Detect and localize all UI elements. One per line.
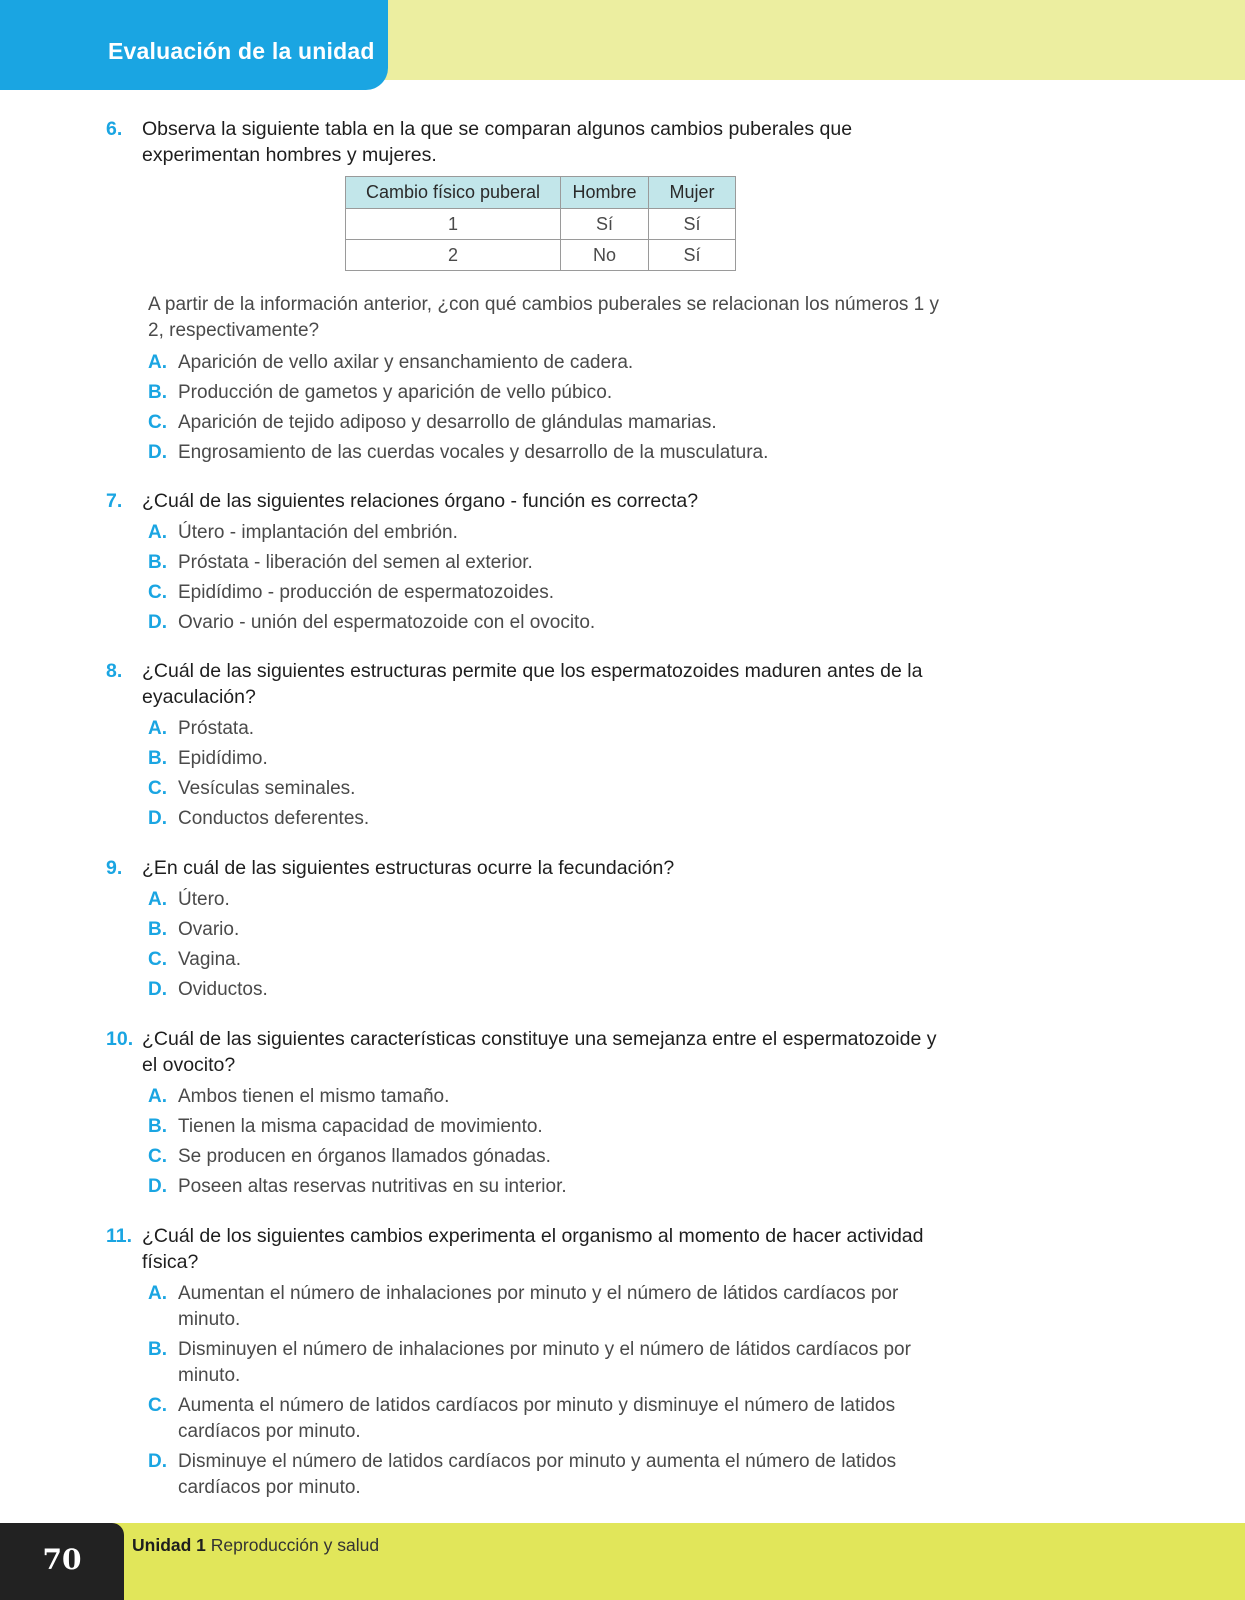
question-11	[106, 1223, 946, 1505]
option-letter: C.	[148, 949, 167, 970]
question-stem	[106, 488, 946, 514]
option-text: Producción de gametos y aparición de vello púbico.	[178, 382, 613, 403]
option-a[interactable]	[148, 520, 946, 546]
option-text: Próstata - liberación del semen al exterior.	[178, 552, 533, 573]
question-stem	[106, 1223, 946, 1275]
option-letter: A.	[148, 1086, 167, 1107]
option-c[interactable]	[148, 947, 946, 973]
option-letter: A.	[148, 889, 167, 910]
question-stem	[106, 1026, 946, 1078]
option-letter: D.	[148, 1176, 167, 1197]
question-text: ¿Cuál de las siguientes características constituye una semejanza entre el espermatozoide y el ovocito?	[142, 1028, 937, 1076]
question-6-continued	[106, 262, 946, 470]
option-text: Epidídimo - producción de espermatozoides.	[178, 582, 554, 603]
option-letter: C.	[148, 1146, 167, 1167]
question-text: ¿Cuál de las siguientes relaciones órgano - función es correcta?	[142, 490, 699, 512]
option-text: Disminuye el número de latidos cardíacos por minuto y aumenta el número de latidos cardíacos por minuto.	[178, 1451, 897, 1498]
option-d[interactable]	[148, 1449, 946, 1501]
option-letter: C.	[148, 412, 167, 433]
option-d[interactable]	[148, 977, 946, 1003]
options-list	[106, 716, 946, 832]
option-letter: B.	[148, 552, 167, 573]
question-number: 10.	[106, 1028, 134, 1050]
question-number: 9.	[106, 857, 123, 879]
question-number: 6.	[106, 118, 123, 140]
option-letter: A.	[148, 1283, 167, 1304]
option-letter: B.	[148, 382, 167, 403]
option-letter: A.	[148, 352, 167, 373]
table-cell: Sí	[649, 240, 736, 271]
table-cell: Sí	[649, 209, 736, 240]
option-text: Vagina.	[178, 949, 242, 970]
footer-unit	[132, 1535, 379, 1556]
question-text: ¿Cuál de los siguientes cambios experimenta el organismo al momento de hacer actividad física?	[142, 1225, 924, 1273]
option-text: Ovario - unión del espermatozoide con el ovocito.	[178, 612, 596, 633]
option-text: Poseen altas reservas nutritivas en su interior.	[178, 1176, 567, 1197]
option-text: Útero.	[178, 889, 230, 910]
option-letter: D.	[148, 612, 167, 633]
option-b[interactable]	[148, 1114, 946, 1140]
option-text: Aparición de vello axilar y ensanchamiento de cadera.	[178, 352, 634, 373]
option-text: Oviductos.	[178, 979, 268, 1000]
option-text: Útero - implantación del embrión.	[178, 522, 458, 543]
question-8	[106, 658, 946, 836]
option-c[interactable]	[148, 580, 946, 606]
options-list	[106, 1084, 946, 1200]
column-header: Mujer	[649, 177, 736, 209]
question-9	[106, 855, 946, 1007]
option-a[interactable]	[148, 1084, 946, 1110]
option-letter: A.	[148, 718, 167, 739]
options-list	[106, 520, 946, 636]
table-header-row	[346, 177, 736, 209]
options-list	[106, 1281, 946, 1501]
header-tab	[0, 0, 388, 90]
question-stem	[106, 116, 946, 168]
option-text: Engrosamiento de las cuerdas vocales y desarrollo de la musculatura.	[178, 442, 769, 463]
option-a[interactable]	[148, 887, 946, 913]
question-text: Observa la siguiente tabla en la que se comparan algunos cambios puberales que experimentan hombres y mujeres.	[142, 118, 853, 166]
option-letter: C.	[148, 582, 167, 603]
table-cell: 2	[346, 240, 561, 271]
page-number-box	[0, 1523, 124, 1600]
table-cell: No	[561, 240, 649, 271]
column-header: Cambio físico puberal	[346, 177, 561, 209]
question-number: 7.	[106, 490, 123, 512]
question-intro: A partir de la información anterior, ¿con qué cambios puberales se relacionan los números 1 y 2, respectivamente?	[148, 294, 940, 341]
option-d[interactable]	[148, 806, 946, 832]
option-text: Disminuyen el número de inhalaciones por minuto y el número de látidos cardíacos por minuto.	[178, 1339, 911, 1386]
option-a[interactable]	[148, 716, 946, 742]
question-7	[106, 488, 946, 640]
option-c[interactable]	[148, 776, 946, 802]
option-text: Aumentan el número de inhalaciones por minuto y el número de látidos cardíacos por minuto.	[178, 1283, 899, 1330]
table-cell: 1	[346, 209, 561, 240]
option-text: Vesículas seminales.	[178, 778, 356, 799]
question-text: ¿Cuál de las siguientes estructuras permite que los espermatozoides maduren antes de la eyaculación?	[142, 660, 923, 708]
page-title: Evaluación de la unidad	[108, 38, 375, 64]
option-letter: C.	[148, 778, 167, 799]
option-a[interactable]	[148, 350, 946, 376]
option-letter: B.	[148, 919, 167, 940]
table-cell: Sí	[561, 209, 649, 240]
page-number: 70	[42, 1543, 82, 1576]
option-b[interactable]	[148, 550, 946, 576]
option-text: Epidídimo.	[178, 748, 268, 769]
question-stem	[106, 658, 946, 710]
option-d[interactable]	[148, 610, 946, 636]
option-b[interactable]	[148, 746, 946, 772]
option-b[interactable]	[148, 380, 946, 406]
options-list	[106, 350, 946, 466]
option-b[interactable]	[148, 917, 946, 943]
option-c[interactable]	[148, 1144, 946, 1170]
question-number: 11.	[106, 1225, 133, 1247]
question-number: 8.	[106, 660, 123, 682]
option-a[interactable]	[148, 1281, 946, 1333]
table-row	[346, 209, 736, 240]
option-letter: C.	[148, 1395, 167, 1416]
question-stem	[106, 855, 946, 881]
option-letter: A.	[148, 522, 167, 543]
option-text: Ovario.	[178, 919, 240, 940]
option-letter: B.	[148, 748, 167, 769]
option-b[interactable]	[148, 1337, 946, 1389]
option-letter: D.	[148, 1451, 167, 1472]
option-letter: D.	[148, 979, 167, 1000]
puberal-changes-table	[345, 176, 736, 271]
option-text: Ambos tienen el mismo tamaño.	[178, 1086, 450, 1107]
option-text: Aumenta el número de latidos cardíacos por minuto y disminuye el número de latidos cardíacos por minuto.	[178, 1395, 896, 1442]
option-letter: D.	[148, 808, 167, 829]
question-text: ¿En cuál de las siguientes estructuras ocurre la fecundación?	[142, 857, 675, 879]
question-10	[106, 1026, 946, 1204]
option-text: Se producen en órganos llamados gónadas.	[178, 1146, 551, 1167]
option-letter: B.	[148, 1339, 167, 1360]
option-c[interactable]	[148, 1393, 946, 1445]
options-list	[106, 887, 946, 1003]
column-header: Hombre	[561, 177, 649, 209]
option-text: Conductos deferentes.	[178, 808, 370, 829]
option-text: Aparición de tejido adiposo y desarrollo de glándulas mamarias.	[178, 412, 717, 433]
unit-label: Unidad 1	[132, 1535, 206, 1555]
option-d[interactable]	[148, 440, 946, 466]
option-text: Tienen la misma capacidad de movimiento.	[178, 1116, 543, 1137]
option-letter: D.	[148, 442, 167, 463]
option-letter: B.	[148, 1116, 167, 1137]
unit-title: Reproducción y salud	[210, 1535, 380, 1555]
option-d[interactable]	[148, 1174, 946, 1200]
option-c[interactable]	[148, 410, 946, 436]
question-6	[106, 116, 946, 168]
option-text: Próstata.	[178, 718, 255, 739]
